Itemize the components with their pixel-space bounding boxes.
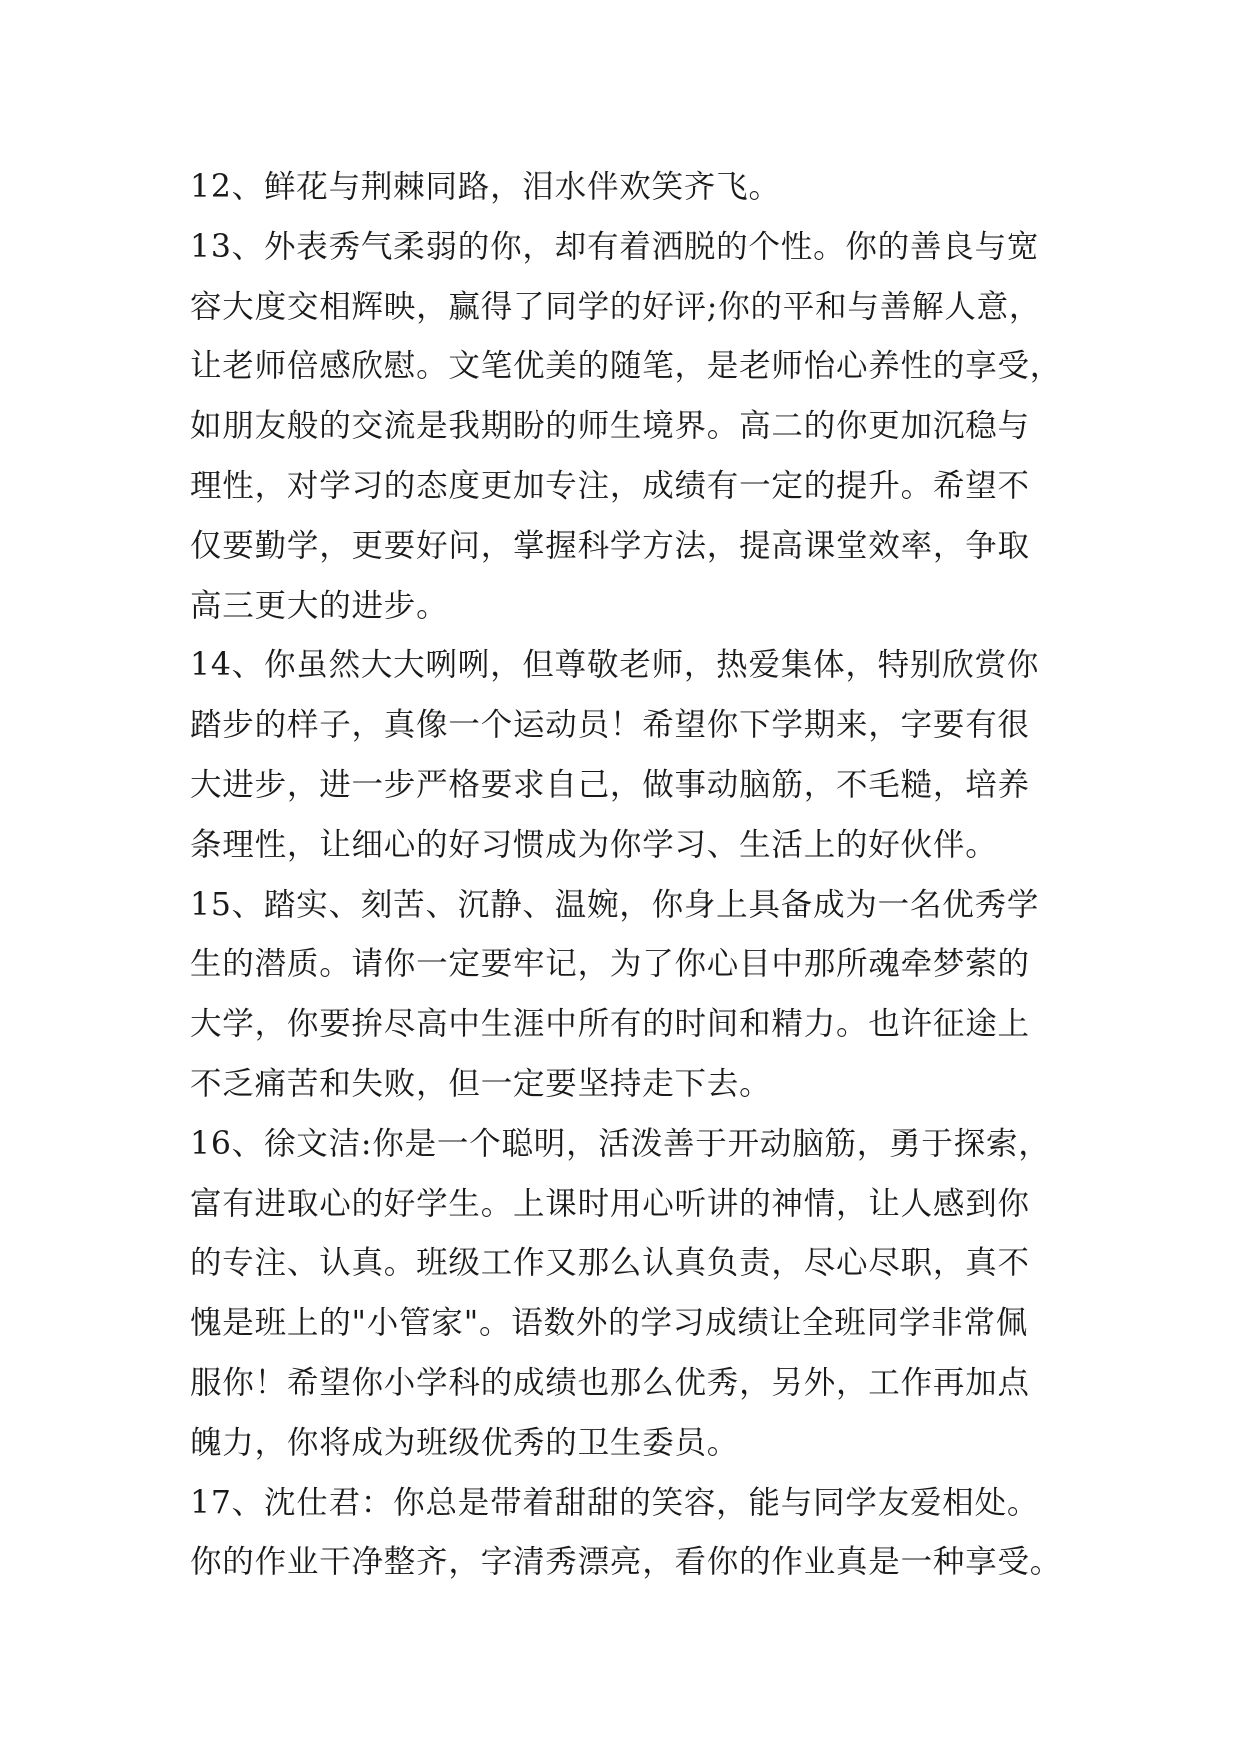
text-line: 容大度交相辉映，赢得了同学的好评;你的平和与善解人意， [190, 288, 1042, 325]
text-line: 服你！希望你小学科的成绩也那么优秀，另外，工作再加点 [190, 1364, 1030, 1401]
text-line: 仅要勤学，更要好问，掌握科学方法，提高课堂效率，争取 [190, 527, 1030, 564]
text-line: 理性，对学习的态度更加专注，成绩有一定的提升。希望不 [190, 467, 1030, 504]
text-line: 踏步的样子，真像一个运动员！希望你下学期来，字要有很 [190, 707, 1030, 744]
text-line: 条理性，让细心的好习惯成为你学习、生活上的好伙伴。 [190, 826, 998, 863]
text-line: 17、沈仕君：你总是带着甜甜的笑容，能与同学友爱相处。 [190, 1484, 1040, 1521]
text-line: 12、鲜花与荆棘同路，泪水伴欢笑齐飞。 [190, 169, 781, 205]
text-line: 不乏痛苦和失败，但一定要坚持走下去。 [190, 1065, 772, 1102]
text-line: 高三更大的进步。 [190, 587, 449, 624]
text-line: 大进步，进一步严格要求自己，做事动脑筋，不毛糙，培养 [190, 766, 1030, 803]
text-line: 如朋友般的交流是我期盼的师生境界。高二的你更加沉稳与 [190, 408, 1030, 445]
text-line: 15、踏实、刻苦、沉静、温婉，你身上具备成为一名优秀学 [190, 886, 1040, 923]
document-body [190, 158, 1080, 1593]
text-line: 愧是班上的"小管家"。语数外的学习成绩让全班同学非常佩 [190, 1305, 1029, 1342]
text-line: 16、徐文洁:你是一个聪明，活泼善于开动脑筋，勇于探索， [190, 1125, 1051, 1162]
text-line: 14、你虽然大大咧咧，但尊敬老师，热爱集体，特别欣赏你 [190, 647, 1040, 684]
text-line: 富有进取心的好学生。上课时用心听讲的神情，让人感到你 [190, 1185, 1030, 1222]
text-line: 让老师倍感欣慰。文笔优美的随笔，是老师怡心养性的享受， [190, 348, 1063, 385]
text-line: 魄力，你将成为班级优秀的卫生委员。 [190, 1424, 740, 1461]
text-line: 的专注、认真。班级工作又那么认真负责，尽心尽职，真不 [190, 1245, 1030, 1282]
text-line: 生的潜质。请你一定要牢记，为了你心目中那所魂牵梦萦的 [190, 946, 1030, 983]
text-line: 你的作业干净整齐，字清秀漂亮，看你的作业真是一种享受。 [190, 1544, 1063, 1581]
text-line: 13、外表秀气柔弱的你，却有着洒脱的个性。你的善良与宽 [190, 228, 1040, 265]
text-line: 大学，你要拚尽高中生涯中所有的时间和精力。也许征途上 [190, 1006, 1030, 1043]
